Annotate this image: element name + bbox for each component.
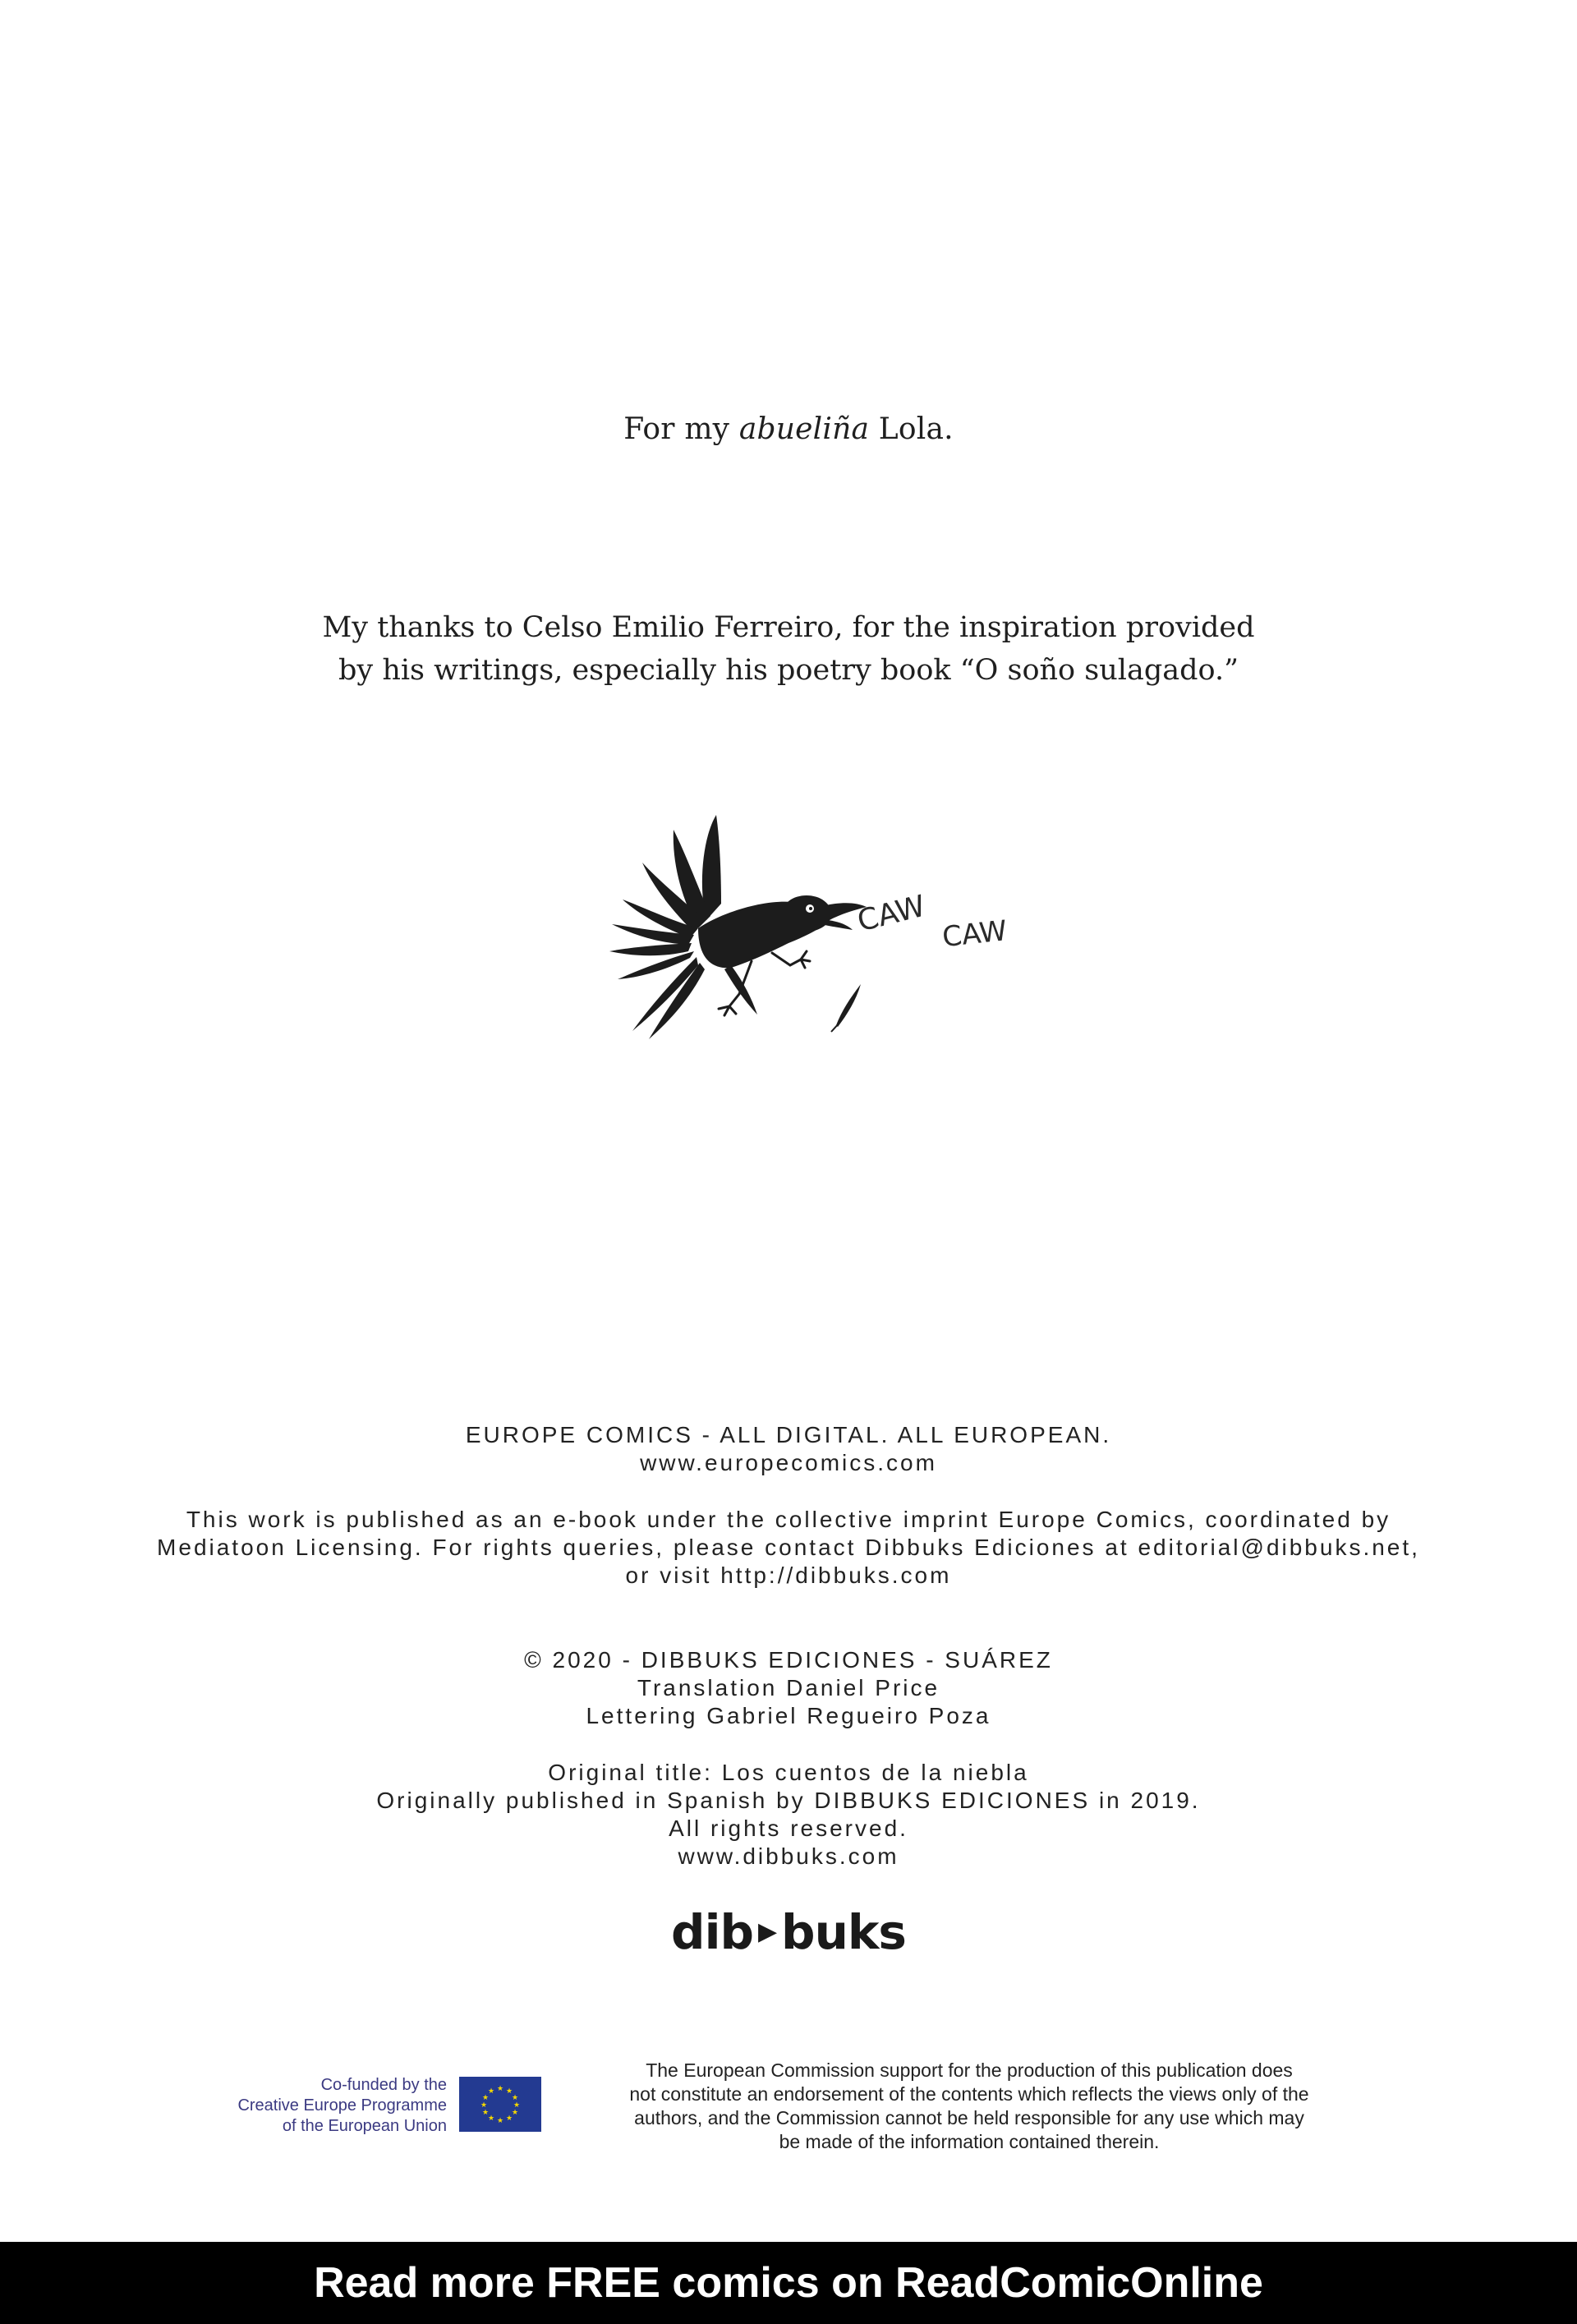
europe-comics-tagline: EUROPE COMICS - ALL DIGITAL. ALL EUROPEAN. [465,1422,1112,1447]
dedication-prefix: For my [623,412,739,446]
acknowledgement-line: by his writings, especially his poetry book “O soño sulagado.” [338,654,1239,687]
dedication-suffix: Lola. [869,412,954,446]
svg-text:★: ★ [505,2087,513,2096]
original-publication: Originally published in Spanish by DIBBUKS EDICIONES in 2019. [376,1788,1201,1813]
work-notice-line: Mediatoon Licensing. For rights queries, please contact Dibbuks Ediciones at editorial@dibbuks.net, [157,1535,1420,1560]
original-edition-block [0,1759,1577,1871]
disclaimer-line: The European Commission support for the production of this publication does [646,2059,1293,2081]
lettering-credit: Lettering Gabriel Regueiro Poza [586,1703,991,1728]
svg-text:★: ★ [487,2115,495,2123]
eu-funding-line: Co-funded by the [320,2076,447,2094]
svg-text:★: ★ [481,2109,490,2117]
svg-text:★: ★ [481,2094,490,2102]
eu-funding-line: of the European Union [282,2117,447,2135]
acknowledgement-line: My thanks to Celso Emilio Ferreiro, for the inspiration provided [322,611,1255,644]
eu-flag-icon [459,2077,541,2132]
logo-text-right: buks [781,1904,906,1960]
svg-text:★: ★ [505,2115,513,2123]
svg-text:★: ★ [511,2109,519,2117]
europe-comics-url[interactable]: www.europecomics.com [640,1450,937,1475]
eu-funding-line: Creative Europe Programme [237,2096,447,2115]
eu-funding-text [215,2075,447,2137]
original-title: Original title: Los cuentos de la niebla [548,1760,1029,1785]
footer-banner[interactable]: Read more FREE comics on ReadComicOnline [0,2242,1577,2324]
crow-icon [575,805,1035,1052]
copyright-line: © 2020 - DIBBUKS EDICIONES - SUÁREZ [524,1647,1053,1673]
caw-text: CAW [853,889,929,939]
work-notice [0,1506,1577,1590]
play-arrow-icon: ▶ [757,1917,777,1947]
work-notice-line: This work is published as an e-book under the collective imprint Europe Comics, coordinated by [186,1507,1391,1532]
dedication [0,412,1577,446]
dedication-italic-word: abueliña [738,412,870,446]
svg-text:★: ★ [496,2085,504,2093]
disclaimer-line: authors, and the Commission cannot be held responsible for any use which may [634,2107,1304,2128]
disclaimer-line: be made of the information contained therein. [779,2131,1160,2152]
dibbuks-logo [0,1904,1577,1960]
acknowledgement [0,606,1577,692]
rights-reserved: All rights reserved. [669,1815,908,1841]
caw-text: CAW [940,914,1009,955]
work-notice-line: or visit http://dibbuks.com [625,1562,952,1588]
svg-text:★: ★ [480,2101,488,2110]
svg-text:★: ★ [496,2117,504,2125]
svg-text:★: ★ [511,2094,519,2102]
europe-comics-block [0,1421,1577,1477]
disclaimer-line: not constitute an endorsement of the contents which reflects the views only of the [629,2083,1309,2105]
eu-disclaimer [575,2059,1363,2154]
svg-text:★: ★ [487,2087,495,2096]
crow-illustration [575,805,1035,1052]
credits-block [0,1646,1577,1730]
dibbuks-url[interactable]: www.dibbuks.com [678,1843,899,1869]
translation-credit: Translation Daniel Price [637,1675,940,1700]
logo-text-left: dib [671,1904,753,1960]
svg-text:★: ★ [513,2101,521,2110]
